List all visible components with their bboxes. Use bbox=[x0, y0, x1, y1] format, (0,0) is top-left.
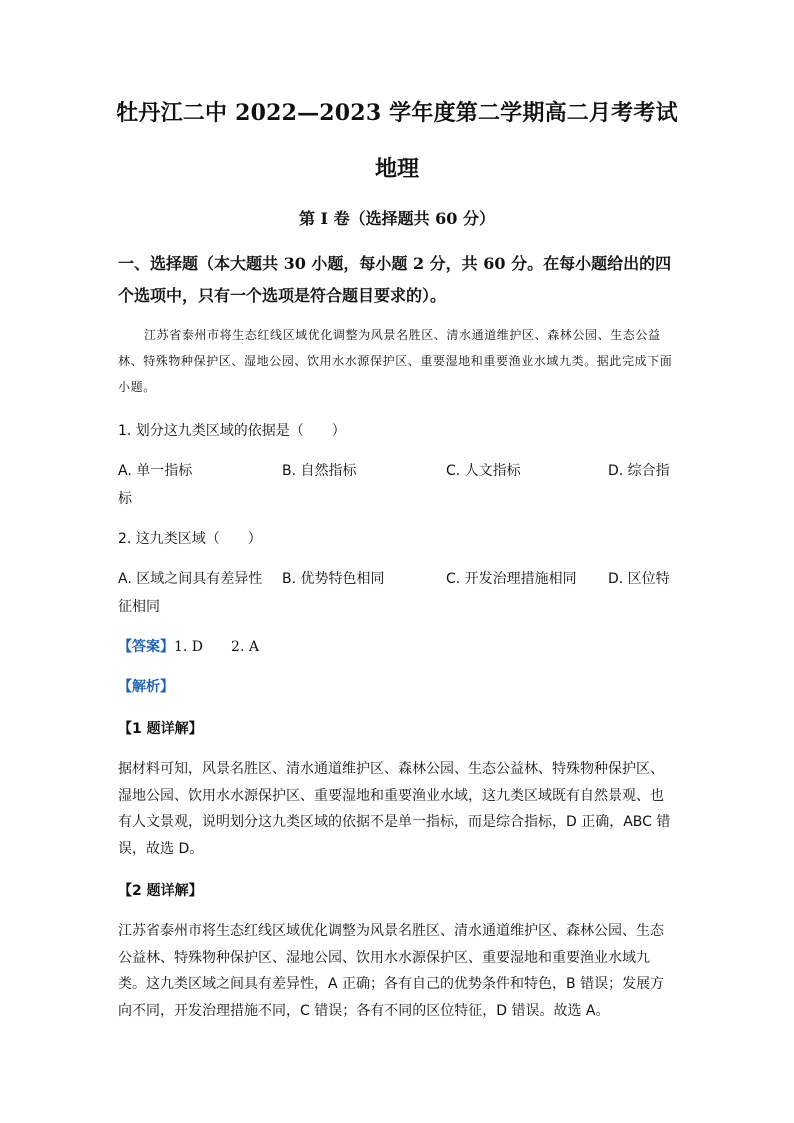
material-paragraph: 江苏省泰州市将生态红线区域优化调整为风景名胜区、清水通道维护区、森林公园、生态公益林、特殊物种保护区、湿地公园、饮用水水源保护区、重要湿地和重要渔业水域九类。据此完成下面小题。 bbox=[118, 328, 673, 394]
subject-title: 地理 bbox=[374, 156, 419, 182]
question-2-options bbox=[118, 568, 674, 590]
question-1-options bbox=[118, 460, 674, 482]
question-2-option-b: B. 优势特色相同 bbox=[282, 571, 385, 587]
volume-heading: 第 I 卷（选择题共 60 分） bbox=[298, 209, 496, 228]
answer-value: 1. D 2. A bbox=[174, 639, 259, 655]
detail-2-text: 江苏省泰州市将生态红线区域优化调整为风景名胜区、清水通道维护区、森林公园、生态公益林、特殊物种保护区、湿地公园、饮用水水源保护区、重要湿地和重要渔业水域九类。这九类区域之间具有差异性，A 正确；各有自己的优势条件和特色，B 错误；发展方向不同，开发治理措施不同，C 错误；各有不同的区位特征，D 错误。故选 A。 bbox=[118, 923, 665, 1019]
question-2-option-c: C. 开发治理措施相同 bbox=[446, 571, 577, 587]
question-1-option-b: B. 自然指标 bbox=[282, 463, 357, 479]
question-1-option-d: D. 综合指 bbox=[608, 463, 670, 479]
analysis-label: 【解析】 bbox=[118, 679, 174, 695]
question-1-option-c: C. 人文指标 bbox=[446, 463, 521, 479]
question-2-option-a: A. 区域之间具有差异性 bbox=[118, 571, 263, 587]
answer-label: 【答案】 bbox=[118, 639, 174, 655]
section-heading: 一、选择题（本大题共 30 小题，每小题 2 分，共 60 分。在每小题给出的四个选项中，只有一个选项是符合题目要求的）。 bbox=[118, 254, 672, 305]
question-1-stem: 1. 划分这九类区域的依据是（ ） bbox=[118, 423, 346, 439]
answer-line bbox=[118, 636, 259, 656]
detail-1-text: 据材料可知，风景名胜区、清水通道维护区、森林公园、生态公益林、特殊物种保护区、湿地公园、饮用水水源保护区、重要湿地和重要渔业水域，这九类区域既有自然景观、也有人文景观，说明划分这九类区域的依据不是单一指标，而是综合指标，D 正确，ABC 错误，故选 D。 bbox=[118, 761, 671, 857]
question-1-option-a: A. 单一指标 bbox=[118, 463, 193, 479]
question-2-option-d-wrap: 征相同 bbox=[118, 599, 160, 615]
exam-title: 牡丹江二中 2022—2023 学年度第二学期高二月考考试 bbox=[116, 100, 678, 126]
detail-2-heading: 【2 题详解】 bbox=[118, 883, 203, 899]
question-1-option-d-wrap: 标 bbox=[118, 491, 132, 507]
question-2-option-d: D. 区位特 bbox=[608, 571, 670, 587]
question-2-stem: 2. 这九类区域（ ） bbox=[118, 531, 262, 547]
detail-1-heading: 【1 题详解】 bbox=[118, 721, 203, 737]
